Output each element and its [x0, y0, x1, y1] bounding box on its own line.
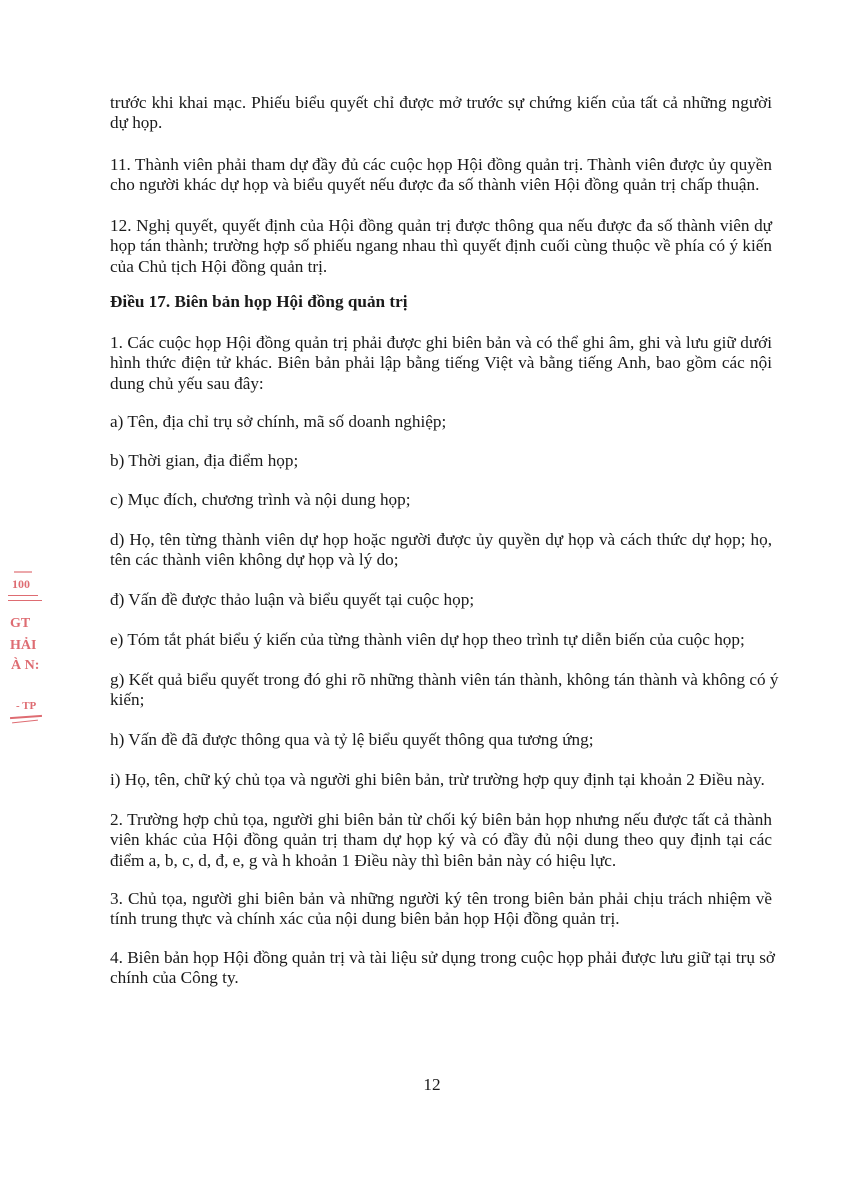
list-item-c [110, 490, 772, 510]
list-item-d [110, 530, 772, 571]
text-line: g) Kết quả biểu quyết trong đó ghi rõ những thành viên tán thành, không tán thành và không có ý [110, 670, 779, 689]
text-line: 3. Chủ tọa, người ghi biên bản và những người ký tên trong biên bản phải chịu trách nhiệm về [110, 889, 772, 908]
text-line: 11. Thành viên phải tham dự đầy đủ các cuộc họp Hội đồng quản trị. Thành viên được ủy quyền [110, 155, 772, 174]
text-line: c) Mục đích, chương trình và nội dung họp; [110, 490, 411, 509]
text-line: kiến; [110, 690, 145, 710]
text-line: hình thức điện tử khác. Biên bản phải lập bằng tiếng Việt và bằng tiếng Anh, bao gồm các nội [110, 353, 772, 373]
heading-text: Điều 17. Biên bản họp Hội đồng quản trị [110, 292, 408, 311]
stamp-stroke [12, 720, 38, 724]
stamp-stroke [8, 600, 42, 601]
text-line: của Chủ tịch Hội đồng quản trị. [110, 256, 328, 276]
paragraph-clause-4 [110, 948, 776, 989]
page-number: 12 [423, 1075, 441, 1094]
text-line: đ) Vấn đề được thảo luận và biểu quyết tại cuộc họp; [110, 590, 475, 609]
stamp-text: GT [10, 616, 31, 631]
stamp-text: À N: [11, 658, 40, 673]
text-line: 12. Nghị quyết, quyết định của Hội đồng quản trị được thông qua nếu được đa số thành viên dự [110, 216, 772, 235]
text-line: tên các thành viên không dự họp và lý do; [110, 550, 399, 570]
text-line: cho người khác dự họp và biểu quyết nếu được đa số thành viên Hội đồng quản trị chấp thuận. [110, 175, 760, 195]
text-line: dự họp. [110, 113, 163, 133]
text-line: viên khác của Hội đồng quản trị tham dự họp ký và có đầy đủ nội dung theo quy định tại các [110, 830, 772, 850]
list-item-g [110, 670, 779, 711]
list-item-i [110, 770, 772, 790]
text-line: dung chủ yếu sau đây: [110, 373, 264, 393]
text-line: i) Họ, tên, chữ ký chủ tọa và người ghi biên bản, trừ trường hợp quy định tại khoản 2 Điều này. [110, 770, 765, 789]
stamp-stroke [14, 571, 32, 573]
text-line: 4. Biên bản họp Hội đồng quản trị và tài liệu sử dụng trong cuộc họp phải được lưu giữ tại trụ sở [110, 948, 776, 967]
paragraph-clause-2 [110, 810, 772, 871]
paragraph-continuation [110, 93, 772, 134]
list-item-b [110, 451, 772, 471]
text-line: chính của Công ty. [110, 968, 239, 988]
text-line: h) Vấn đề đã được thông qua và tỷ lệ biểu quyết thông qua tương ứng; [110, 730, 594, 749]
text-line: tính trung thực và chính xác của nội dung biên bản họp Hội đồng quản trị. [110, 909, 620, 929]
list-item-a [110, 412, 772, 432]
stamp-stroke [8, 595, 38, 596]
text-line: d) Họ, tên từng thành viên dự họp hoặc người được ủy quyền dự họp và cách thức dự họp; họ, [110, 530, 772, 549]
stamp-text: HẢI [10, 638, 37, 653]
list-item-e [110, 630, 772, 650]
paragraph-clause-3 [110, 889, 772, 930]
text-line: trước khi khai mạc. Phiếu biểu quyết chỉ được mở trước sự chứng kiến của tất cả những người [110, 93, 772, 112]
paragraph-clause-1 [110, 333, 772, 394]
list-item-h [110, 730, 772, 750]
text-line: 2. Trường hợp chủ tọa, người ghi biên bản từ chối ký biên bản họp nhưng nếu được tất cả thành [110, 810, 772, 829]
stamp-text: 100 [12, 577, 30, 591]
paragraph-clause-11 [110, 155, 772, 196]
stamp-text: - TP [16, 700, 37, 712]
text-line: a) Tên, địa chỉ trụ sở chính, mã số doanh nghiệp; [110, 412, 447, 431]
paragraph-clause-12 [110, 216, 772, 277]
article-heading [110, 292, 772, 312]
text-line: b) Thời gian, địa điểm họp; [110, 451, 299, 470]
text-line: họp tán thành; trường hợp số phiếu ngang nhau thì quyết định cuối cùng thuộc về phía có ý kiến [110, 236, 772, 256]
list-item-dd [110, 590, 772, 610]
text-line: e) Tóm tắt phát biểu ý kiến của từng thành viên dự họp theo trình tự diễn biến của cuộc họp; [110, 630, 745, 649]
text-line: 1. Các cuộc họp Hội đồng quản trị phải được ghi biên bản và có thể ghi âm, ghi và lưu giữ dưới [110, 333, 772, 352]
text-line: điểm a, b, c, d, đ, e, g và h khoản 1 Điều này thì biên bản này có hiệu lực. [110, 850, 617, 870]
stamp-stroke [10, 715, 42, 719]
stamp-fragment [0, 560, 60, 740]
